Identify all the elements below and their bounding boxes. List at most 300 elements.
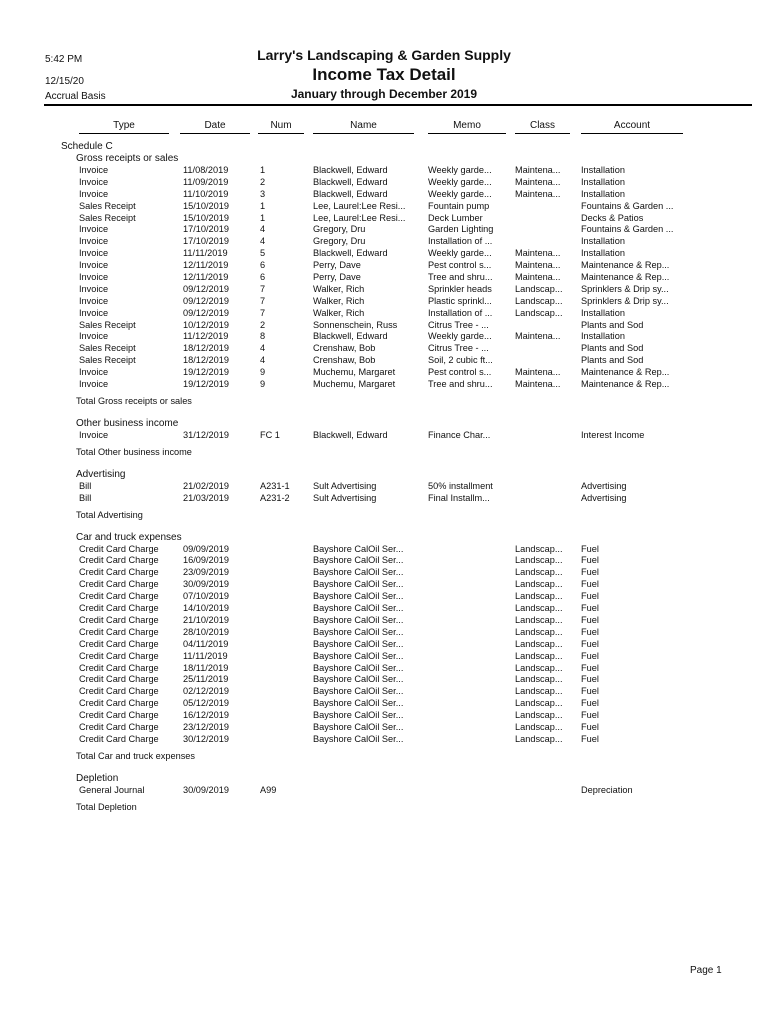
section-total-row	[0, 801, 768, 816]
cell-date: 23/09/2019	[183, 567, 229, 578]
cell-date: 10/12/2019	[183, 319, 229, 330]
cell-num: 8	[260, 331, 266, 342]
cell-type: Credit Card Charge	[79, 662, 159, 673]
col-header-date: Date	[180, 120, 250, 134]
cell-name: Bayshore CalOil Ser...	[313, 686, 404, 697]
cell-date: 21/03/2019	[183, 492, 229, 503]
cell-name: Walker, Rich	[313, 307, 365, 318]
cell-name: Muchemu, Margaret	[313, 367, 396, 378]
cell-type: Invoice	[79, 331, 109, 342]
company-name: Larry's Landscaping & Garden Supply	[257, 47, 511, 63]
table-row	[0, 734, 768, 746]
cell-name: Bayshore CalOil Ser...	[313, 638, 404, 649]
section-heading: Depletion	[76, 772, 119, 784]
schedule-heading-row	[0, 141, 768, 153]
cell-type: Invoice	[79, 307, 109, 318]
cell-class: Maintena...	[515, 331, 561, 342]
cell-name: Sult Advertising	[313, 480, 377, 491]
header-rule	[44, 104, 752, 106]
cell-class: Landscap...	[515, 283, 563, 294]
cell-memo: Weekly garde...	[428, 176, 492, 187]
cell-type: Invoice	[79, 260, 109, 271]
cell-memo: Weekly garde...	[428, 188, 492, 199]
table-row	[0, 674, 768, 686]
cell-date: 17/10/2019	[183, 236, 229, 247]
cell-num: 2	[260, 176, 266, 187]
cell-type: Credit Card Charge	[79, 698, 159, 709]
cell-date: 30/09/2019	[183, 784, 229, 795]
cell-type: Invoice	[79, 367, 109, 378]
cell-num: 1	[260, 200, 266, 211]
cell-class: Maintena...	[515, 165, 561, 175]
cell-account: Fuel	[581, 638, 599, 649]
section-total-row	[0, 395, 768, 410]
cell-type: Invoice	[79, 272, 109, 283]
cell-account: Fuel	[581, 591, 599, 602]
cell-name: Bayshore CalOil Ser...	[313, 543, 404, 554]
spacer	[0, 524, 768, 532]
col-header-name: Name	[313, 120, 414, 134]
cell-memo: Plastic sprinkl...	[428, 295, 492, 306]
cell-memo: Sprinkler heads	[428, 283, 492, 294]
cell-name: Bayshore CalOil Ser...	[313, 674, 404, 685]
cell-date: 12/11/2019	[183, 272, 229, 283]
cell-class: Maintena...	[515, 188, 561, 199]
col-header-class: Class	[515, 120, 570, 134]
section-total: Total Gross receipts or sales	[76, 396, 192, 407]
table-row	[0, 430, 768, 442]
cell-memo: Finance Char...	[428, 429, 491, 440]
table-row	[0, 236, 768, 248]
cell-type: Sales Receipt	[79, 200, 136, 211]
cell-type: Sales Receipt	[79, 319, 136, 330]
cell-date: 17/10/2019	[183, 224, 229, 235]
cell-class: Landscap...	[515, 614, 563, 625]
cell-account: Fuel	[581, 698, 599, 709]
cell-name: Bayshore CalOil Ser...	[313, 626, 404, 637]
spacer	[0, 410, 768, 418]
cell-type: Credit Card Charge	[79, 733, 159, 744]
cell-account: Fuel	[581, 614, 599, 625]
cell-type: Credit Card Charge	[79, 626, 159, 637]
cell-name: Gregory, Dru	[313, 236, 366, 247]
spacer	[0, 461, 768, 469]
cell-type: Credit Card Charge	[79, 686, 159, 697]
spacer	[0, 816, 768, 824]
section-total-row	[0, 446, 768, 461]
cell-num: 6	[260, 260, 266, 271]
cell-memo: 50% installment	[428, 480, 493, 491]
cell-name: Bayshore CalOil Ser...	[313, 662, 404, 673]
section-total-row	[0, 750, 768, 765]
cell-date: 02/12/2019	[183, 686, 229, 697]
cell-account: Fuel	[581, 674, 599, 685]
cell-type: Sales Receipt	[79, 212, 136, 223]
cell-name: Walker, Rich	[313, 283, 365, 294]
cell-name: Blackwell, Edward	[313, 188, 388, 199]
cell-date: 18/11/2019	[183, 662, 229, 673]
cell-account: Maintenance & Rep...	[581, 260, 670, 271]
cell-type: Invoice	[79, 379, 109, 390]
cell-name: Blackwell, Edward	[313, 248, 388, 259]
section-heading-row	[0, 418, 768, 430]
col-header-type: Type	[79, 120, 169, 134]
cell-class: Landscap...	[515, 295, 563, 306]
section-total-row	[0, 509, 768, 524]
report-title: Income Tax Detail	[312, 65, 456, 84]
cell-type: Invoice	[79, 283, 109, 294]
section-total: Total Car and truck expenses	[76, 751, 195, 762]
cell-name: Bayshore CalOil Ser...	[313, 603, 404, 614]
cell-name: Blackwell, Edward	[313, 176, 388, 187]
cell-date: 15/10/2019	[183, 200, 229, 211]
table-row	[0, 165, 768, 177]
cell-date: 11/10/2019	[183, 188, 229, 199]
cell-date: 04/11/2019	[183, 638, 229, 649]
cell-class: Maintena...	[515, 367, 561, 378]
cell-account: Fountains & Garden ...	[581, 200, 674, 211]
cell-account: Fountains & Garden ...	[581, 224, 674, 235]
cell-account: Interest Income	[581, 429, 645, 440]
cell-type: Bill	[79, 480, 92, 491]
cell-account: Installation	[581, 248, 625, 259]
cell-name: Gregory, Dru	[313, 224, 366, 235]
section-heading: Gross receipts or sales	[76, 153, 179, 164]
cell-num: A231-2	[260, 492, 290, 503]
cell-name: Sult Advertising	[313, 492, 377, 503]
cell-type: Credit Card Charge	[79, 638, 159, 649]
cell-account: Maintenance & Rep...	[581, 272, 670, 283]
cell-type: Invoice	[79, 295, 109, 306]
table-row	[0, 331, 768, 343]
table-row	[0, 710, 768, 722]
cell-memo: Weekly garde...	[428, 165, 492, 175]
cell-num: 7	[260, 295, 266, 306]
cell-name: Perry, Dave	[313, 260, 361, 271]
cell-type: Credit Card Charge	[79, 555, 159, 566]
cell-account: Fuel	[581, 686, 599, 697]
col-header-memo: Memo	[428, 120, 506, 134]
cell-type: Bill	[79, 492, 92, 503]
table-row	[0, 201, 768, 213]
cell-class: Maintena...	[515, 260, 561, 271]
schedule-heading: Schedule C	[61, 141, 113, 152]
cell-class: Landscap...	[515, 686, 563, 697]
cell-date: 14/10/2019	[183, 603, 229, 614]
cell-num: 4	[260, 224, 266, 235]
cell-account: Installation	[581, 236, 625, 247]
section-heading: Other business income	[76, 417, 179, 429]
table-row	[0, 651, 768, 663]
cell-name: Bayshore CalOil Ser...	[313, 555, 404, 566]
cell-name: Bayshore CalOil Ser...	[313, 733, 404, 744]
cell-type: Invoice	[79, 236, 109, 247]
table-row	[0, 722, 768, 734]
cell-num: 4	[260, 355, 266, 366]
cell-account: Decks & Patios	[581, 212, 644, 223]
table-row	[0, 379, 768, 391]
table-row	[0, 555, 768, 567]
cell-memo: Pest control s...	[428, 367, 492, 378]
cell-memo: Installation of ...	[428, 307, 493, 318]
cell-date: 16/12/2019	[183, 710, 229, 721]
cell-account: Fuel	[581, 543, 599, 554]
cell-num: 7	[260, 283, 266, 294]
cell-type: Sales Receipt	[79, 343, 136, 354]
cell-class: Landscap...	[515, 626, 563, 637]
cell-memo: Deck Lumber	[428, 212, 483, 223]
section-heading-row	[0, 469, 768, 481]
cell-type: Invoice	[79, 176, 109, 187]
cell-class: Landscap...	[515, 579, 563, 590]
cell-class: Landscap...	[515, 650, 563, 661]
cell-memo: Final Installm...	[428, 492, 490, 503]
table-row	[0, 591, 768, 603]
cell-date: 19/12/2019	[183, 367, 229, 378]
cell-date: 09/12/2019	[183, 307, 229, 318]
cell-class: Maintena...	[515, 272, 561, 283]
table-row	[0, 544, 768, 556]
cell-name: Crenshaw, Bob	[313, 355, 376, 366]
cell-account: Depreciation	[581, 784, 633, 795]
cell-date: 09/12/2019	[183, 283, 229, 294]
cell-class: Landscap...	[515, 591, 563, 602]
cell-class: Landscap...	[515, 307, 563, 318]
cell-name: Blackwell, Edward	[313, 429, 388, 440]
cell-num: 4	[260, 343, 266, 354]
table-row	[0, 260, 768, 272]
cell-account: Fuel	[581, 579, 599, 590]
cell-num: 4	[260, 236, 266, 247]
table-row	[0, 296, 768, 308]
cell-type: Credit Card Charge	[79, 579, 159, 590]
col-header-account: Account	[581, 120, 683, 134]
cell-date: 25/11/2019	[183, 674, 229, 685]
cell-account: Fuel	[581, 567, 599, 578]
table-row	[0, 355, 768, 367]
table-row	[0, 177, 768, 189]
table-row	[0, 698, 768, 710]
cell-memo: Installation of ...	[428, 236, 493, 247]
table-row	[0, 639, 768, 651]
table-row	[0, 663, 768, 675]
report-time: 5:42 PM	[45, 54, 83, 65]
cell-type: Invoice	[79, 165, 109, 175]
cell-name: Muchemu, Margaret	[313, 379, 396, 390]
cell-account: Fuel	[581, 555, 599, 566]
section-total: Total Advertising	[76, 510, 143, 521]
cell-account: Fuel	[581, 603, 599, 614]
section-total: Total Depletion	[76, 802, 137, 813]
cell-class: Landscap...	[515, 698, 563, 709]
cell-date: 09/12/2019	[183, 295, 229, 306]
report-period: January through December 2019	[290, 87, 478, 101]
cell-num: 9	[260, 367, 266, 378]
spacer	[0, 765, 768, 773]
table-row	[0, 320, 768, 332]
cell-type: Credit Card Charge	[79, 603, 159, 614]
report-basis: Accrual Basis	[45, 91, 106, 102]
cell-account: Plants and Sod	[581, 355, 644, 366]
cell-type: Sales Receipt	[79, 355, 136, 366]
cell-date: 11/08/2019	[183, 165, 229, 175]
cell-date: 28/10/2019	[183, 626, 229, 637]
page-number: Page 1	[690, 965, 722, 976]
cell-account: Fuel	[581, 662, 599, 673]
cell-num: 2	[260, 319, 266, 330]
cell-date: 07/10/2019	[183, 591, 229, 602]
cell-date: 19/12/2019	[183, 379, 229, 390]
cell-date: 21/02/2019	[183, 480, 229, 491]
section-heading-row	[0, 153, 768, 165]
cell-name: Perry, Dave	[313, 272, 361, 283]
cell-date: 18/12/2019	[183, 355, 229, 366]
table-row	[0, 603, 768, 615]
table-row	[0, 579, 768, 591]
cell-account: Maintenance & Rep...	[581, 367, 670, 378]
cell-account: Installation	[581, 331, 625, 342]
cell-num: A99	[260, 784, 277, 795]
cell-account: Plants and Sod	[581, 343, 644, 354]
cell-account: Plants and Sod	[581, 319, 644, 330]
cell-memo: Weekly garde...	[428, 248, 492, 259]
cell-date: 11/09/2019	[183, 176, 229, 187]
cell-account: Fuel	[581, 710, 599, 721]
cell-memo: Citrus Tree - ...	[428, 343, 489, 354]
table-row	[0, 284, 768, 296]
table-row	[0, 493, 768, 505]
cell-account: Sprinklers & Drip sy...	[581, 283, 669, 294]
cell-account: Installation	[581, 165, 625, 175]
cell-type: Invoice	[79, 429, 109, 440]
cell-type: General Journal	[79, 784, 145, 795]
cell-date: 11/11/2019	[183, 650, 228, 661]
cell-memo: Tree and shru...	[428, 272, 493, 283]
table-row	[0, 213, 768, 225]
cell-name: Blackwell, Edward	[313, 165, 388, 175]
cell-name: Lee, Laurel:Lee Resi...	[313, 212, 406, 223]
cell-memo: Soil, 2 cubic ft...	[428, 355, 493, 366]
cell-memo: Garden Lighting	[428, 224, 494, 235]
cell-num: 1	[260, 212, 266, 223]
cell-type: Credit Card Charge	[79, 650, 159, 661]
report-date: 12/15/20	[45, 76, 84, 87]
cell-class: Landscap...	[515, 662, 563, 673]
cell-account: Installation	[581, 188, 625, 199]
cell-num: A231-1	[260, 480, 290, 491]
cell-name: Bayshore CalOil Ser...	[313, 567, 404, 578]
cell-class: Landscap...	[515, 710, 563, 721]
table-row	[0, 189, 768, 201]
cell-date: 16/09/2019	[183, 555, 229, 566]
cell-name: Blackwell, Edward	[313, 331, 388, 342]
cell-memo: Fountain pump	[428, 200, 490, 211]
cell-num: 7	[260, 307, 266, 318]
table-row	[0, 686, 768, 698]
col-header-num: Num	[258, 120, 304, 134]
cell-memo: Citrus Tree - ...	[428, 319, 489, 330]
cell-account: Fuel	[581, 626, 599, 637]
cell-account: Installation	[581, 307, 625, 318]
cell-memo: Tree and shru...	[428, 379, 493, 390]
cell-type: Credit Card Charge	[79, 710, 159, 721]
cell-name: Lee, Laurel:Lee Resi...	[313, 200, 406, 211]
table-row	[0, 367, 768, 379]
cell-account: Maintenance & Rep...	[581, 379, 670, 390]
cell-num: 3	[260, 188, 266, 199]
table-row	[0, 308, 768, 320]
cell-class: Landscap...	[515, 638, 563, 649]
cell-date: 23/12/2019	[183, 721, 229, 732]
cell-name: Bayshore CalOil Ser...	[313, 579, 404, 590]
section-heading: Advertising	[76, 468, 126, 480]
cell-date: 12/11/2019	[183, 260, 229, 271]
cell-name: Walker, Rich	[313, 295, 365, 306]
cell-num: FC 1	[260, 429, 280, 440]
table-row	[0, 615, 768, 627]
cell-date: 15/10/2019	[183, 212, 229, 223]
cell-num: 9	[260, 379, 266, 390]
cell-account: Fuel	[581, 650, 599, 661]
cell-memo: Weekly garde...	[428, 331, 492, 342]
cell-class: Landscap...	[515, 674, 563, 685]
section-heading-row	[0, 773, 768, 785]
cell-class: Maintena...	[515, 176, 561, 187]
cell-date: 31/12/2019	[183, 429, 229, 440]
cell-memo: Pest control s...	[428, 260, 492, 271]
cell-name: Crenshaw, Bob	[313, 343, 376, 354]
cell-class: Landscap...	[515, 733, 563, 744]
cell-account: Advertising	[581, 480, 627, 491]
cell-num: 6	[260, 272, 266, 283]
table-row	[0, 224, 768, 236]
cell-type: Invoice	[79, 224, 109, 235]
section-heading: Car and truck expenses	[76, 531, 182, 543]
cell-date: 11/12/2019	[183, 331, 229, 342]
cell-type: Invoice	[79, 248, 109, 259]
table-row	[0, 785, 768, 797]
cell-class: Landscap...	[515, 567, 563, 578]
table-row	[0, 272, 768, 284]
cell-date: 30/09/2019	[183, 579, 229, 590]
cell-name: Bayshore CalOil Ser...	[313, 710, 404, 721]
table-row	[0, 567, 768, 579]
cell-name: Sonnenschein, Russ	[313, 319, 398, 330]
cell-account: Sprinklers & Drip sy...	[581, 295, 669, 306]
table-row	[0, 248, 768, 260]
cell-date: 05/12/2019	[183, 698, 229, 709]
cell-name: Bayshore CalOil Ser...	[313, 698, 404, 709]
cell-class: Landscap...	[515, 603, 563, 614]
cell-date: 30/12/2019	[183, 733, 229, 744]
cell-class: Maintena...	[515, 248, 561, 259]
cell-name: Bayshore CalOil Ser...	[313, 650, 404, 661]
cell-account: Fuel	[581, 733, 599, 744]
cell-type: Invoice	[79, 188, 109, 199]
cell-type: Credit Card Charge	[79, 567, 159, 578]
table-row	[0, 627, 768, 639]
cell-name: Bayshore CalOil Ser...	[313, 614, 404, 625]
cell-type: Credit Card Charge	[79, 614, 159, 625]
section-total: Total Other business income	[76, 447, 192, 458]
cell-type: Credit Card Charge	[79, 721, 159, 732]
cell-type: Credit Card Charge	[79, 543, 159, 554]
cell-date: 18/12/2019	[183, 343, 229, 354]
cell-type: Credit Card Charge	[79, 674, 159, 685]
section-heading-row	[0, 532, 768, 544]
cell-account: Advertising	[581, 492, 627, 503]
cell-account: Installation	[581, 176, 625, 187]
